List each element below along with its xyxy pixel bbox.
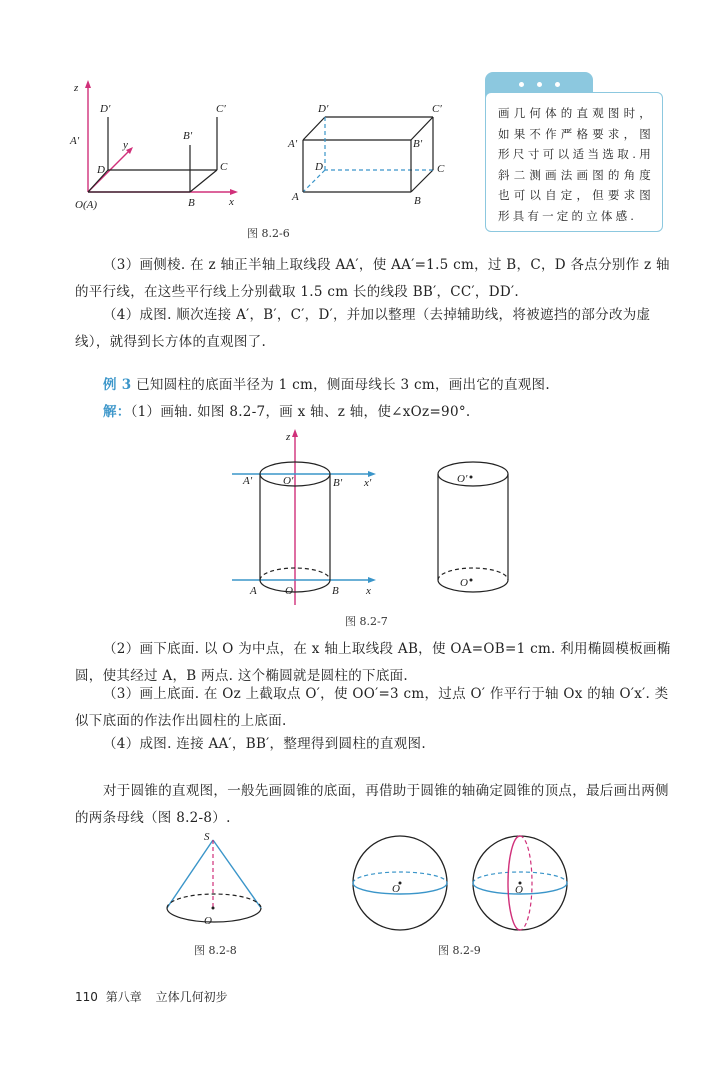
label-cube-Bp: B′ [413,138,423,150]
step-2-cylinder: （2）画下底面. 以 O 为中点，在 x 轴上取线段 AB，使 OA=OB=1 cm. 利用椭圆模板画椭圆，使其经过 A，B 两点. 这个椭圆就是圆柱的下底面. [75,641,671,684]
label-z: z [286,431,291,443]
label-x: x [229,196,234,208]
label-cube-B: B [414,195,421,207]
label-z: z [74,82,79,94]
label-O2: O [460,577,468,589]
solution-label: 解： [103,404,131,420]
label-Bp: B′ [183,130,193,142]
label-A: A [250,585,257,597]
label-O: O [285,585,293,597]
label-Cp: C′ [216,103,226,115]
label-O: O [204,915,212,927]
label-Op2: O′ [457,473,468,485]
label-xp: x′ [364,477,372,489]
label-cube-C: C [437,163,445,175]
example-3-label: 例 3 [103,377,132,393]
label-Op: O′ [283,475,294,487]
caption-8-2-8: 图 8.2-8 [194,944,237,957]
chapter-title: 立体几何初步 [155,990,228,1004]
label-cube-Cp: C′ [432,103,442,115]
label-Ap: A′ [70,135,80,147]
caption-8-2-9: 图 8.2-9 [438,944,481,957]
label-cube-D: D [315,161,323,173]
label-S: S [204,831,210,843]
caption-8-2-6: 图 8.2-6 [247,227,290,240]
label-B: B [332,585,339,597]
solution-step-1-text: （1）画轴. 如图 8.2-7，画 x 轴、z 轴，使∠xOz=90°. [130,404,471,420]
label-Bp: B′ [333,477,343,489]
cone-paragraph: 对于圆锥的直观图，一般先画圆锥的底面，再借助于圆锥的轴确定圆锥的顶点，最后画出两侧的两条母线（图 8.2-8）. [75,783,669,826]
label-cube-Dp: D′ [318,103,329,115]
caption-8-2-7: 图 8.2-7 [345,615,388,628]
label-B: B [188,197,195,209]
label-O: O(A) [75,199,97,211]
step-3-cylinder: （3）画上底面. 在 Oz 上截取点 O′，使 OO′=3 cm，过点 O′ 作平行于轴 Ox 的轴 O′x′. 类似下底面的作法作出圆柱的上底面. [75,686,669,729]
label-cube-Ap: A′ [288,138,298,150]
chapter-label: 第八章 [105,990,142,1004]
label-y: y [123,139,128,151]
label-D: D [97,164,105,176]
step-4-cuboid: （4）成图. 顺次连接 A′，B′，C′，D′，并加以整理（去掉辅助线，将被遮挡的部分改为虚线），就得到长方体的直观图了. [75,307,651,350]
example-3-text: 已知圆柱的底面半径为 1 cm，侧面母线长 3 cm，画出它的直观图. [136,377,550,393]
label-C: C [220,161,228,173]
step-3-cuboid: （3）画侧棱. 在 z 轴正半轴上取线段 AA′，使 AA′=1.5 cm，过 B，C，D 各点分别作 z 轴的平行线，在这些平行线上分别截取 1.5 cm 长的线段 BB′，CC′，DD′. [75,257,670,300]
step-4-cylinder: （4）成图. 连接 AA′，BB′，整理得到圆柱的直观图. [103,736,426,752]
label-Ap: A′ [243,475,253,487]
page-footer [75,988,228,1005]
side-note-text: 画几何体的直观图时，如果不作严格要求，图形尺寸可以适当选取.用斜二测画法画图的角度也可以自定，但要求图形具有一定的立体感. [498,106,654,223]
label-Dp: D′ [100,103,111,115]
page-number: 110 [75,990,98,1004]
label-O1: O [392,883,400,895]
label-cube-A: A [292,191,299,203]
label-x: x [366,585,371,597]
label-O2: O [515,884,523,896]
